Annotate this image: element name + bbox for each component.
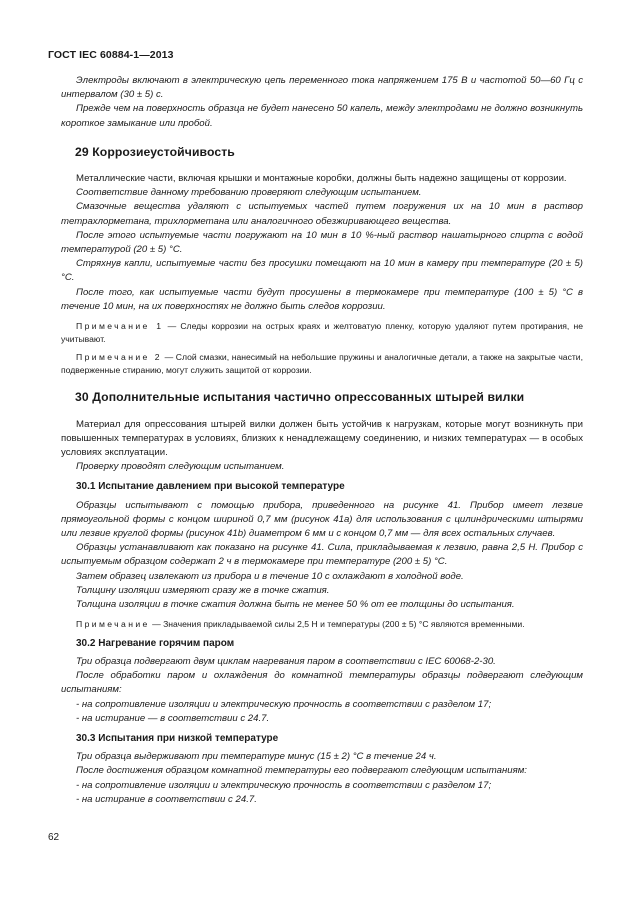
paragraph: Образцы испытывают с помощью прибора, приведенного на рисунке 41. Прибор имеет лезвие прямоугольной формы с концом шириной 0,7 мм (рисунок 41а) для использования с цилиндрическими штырями или лезвие круглой формы (рисунок 41b) диаметром 6 мм и с концом 0,7 мм — для всех остальных случаев. (61, 499, 583, 540)
note-1 (61, 320, 583, 345)
paragraph: Толщину изоляции измеряют сразу же в точке сжатия. (76, 584, 330, 596)
paragraph: Металлические части, включая крышки и монтажные коробки, должны быть надежно защищены от коррозии. (76, 173, 567, 185)
note-label: Примечание 1 (76, 321, 164, 332)
paragraph: Стряхнув капли, испытуемые части без просушки помещают на 10 мин в камеру при температуре (20 ± 5) °С. (61, 258, 583, 284)
paragraph: После этого испытуемые части погружают на 10 мин в 10 %-ный раствор нашатырного спирта с водой температурой (20 ± 5) °С. (61, 229, 583, 256)
paragraph: Смазочные вещества удаляют с испытуемых частей путем погружения их на 10 мин в раствор тетрахлорметана, трихлорметана или аналогичного обезжиривающего вещества. (61, 201, 583, 227)
list-item: - на истирание в соответствии с 24.7. (76, 793, 257, 805)
paragraph: Электроды включают в электрическую цепь переменного тока напряжением 175 В и частотой 50—60 Гц с интервалом (30 ± 5) с. (61, 75, 583, 101)
note-text: — Значения прикладываемой силы 2,5 Н и температуры (200 ± 5) °С являются временными. (149, 619, 525, 630)
section-30-heading: 30 Дополнительные испытания частично опрессованных штырей вилки (75, 390, 525, 405)
list-item: - на сопротивление изоляции и электрическую прочность в соответствии с разделом 17; (76, 779, 492, 791)
list-item: - на сопротивление изоляции и электрическую прочность в соответствии с разделом 17; (76, 698, 492, 710)
note-text: — Следы коррозии на острых краях и желтоватую пленку, которую удаляют путем протирания, не учитывают. (61, 321, 583, 344)
subsection-30-3-heading: 30.3 Испытания при низкой температуре (76, 733, 279, 745)
paragraph: После достижения образцом комнатной температуры его подвергают следующим испытаниям: (76, 765, 527, 777)
page-content (61, 74, 583, 807)
note-30-1 (61, 618, 583, 631)
paragraph: Прежде чем на поверхность образца не будет нанесено 50 капель, между электродами не должно возникнуть короткое замыкание или пробой. (61, 103, 583, 129)
subsection-30-2-heading: 30.2 Нагревание горячим паром (76, 637, 235, 649)
paragraph: После обработки паром и охлаждения до комнатной температуры образцы подвергают следующим испытаниям: (61, 670, 583, 696)
note-label: Примечание 2 (76, 352, 162, 363)
paragraph: Толщина изоляции в точке сжатия должна быть не менее 50 % от ее толщины до испытания. (76, 599, 515, 611)
paragraph: Образцы устанавливают как показано на рисунке 41. Сила, прикладываемая к лезвию, равна 2,5 Н. Прибор с испытуемым образцом содержат 2 ч в термокамере при температуре (200 ± 5) °С. (61, 542, 583, 568)
paragraph: Три образца выдерживают при температуре минус (15 ± 2) °С в течение 24 ч. (76, 751, 437, 763)
paragraph: После того, как испытуемые части будут просушены в термокамере при температуре (100 ± 5) °С в течение 10 мин, на их поверхностях не должно быть следов коррозии. (61, 286, 583, 312)
paragraph: Соответствие данному требованию проверяют следующим испытанием. (76, 187, 422, 199)
section-29-heading: 29 Коррозиеустойчивость (75, 144, 235, 159)
page-number: 62 (48, 832, 60, 843)
paragraph: Проверку проводят следующим испытанием. (76, 461, 285, 473)
subsection-30-1-heading: 30.1 Испытание давлением при высокой температуре (76, 481, 345, 493)
note-2 (61, 351, 583, 376)
note-label: Примечание (76, 619, 150, 630)
document-header: ГОСТ IEC 60884-1—2013 (48, 49, 174, 61)
list-item: - на истирание — в соответствии с 24.7. (76, 712, 270, 724)
paragraph: Три образца подвергают двум циклам нагревания паром в соответствии с IEC 60068-2-30. (76, 656, 496, 668)
paragraph: Затем образец извлекают из прибора и в течение 10 с охлаждают в холодной воде. (76, 570, 464, 582)
paragraph: Материал для опрессования штырей вилки должен быть устойчив к нагрузкам, которые могут возникнуть при повышенных температурах в условиях, близких к ненадлежащему соединению, и низких температурах — в особых условиях эксплуатации. (61, 418, 583, 459)
note-text: — Слой смазки, нанесимый на небольшие пружины и аналогичные детали, а также на закрытые части, подверженные стиранию, могут служить защитой от коррозии. (61, 352, 583, 375)
